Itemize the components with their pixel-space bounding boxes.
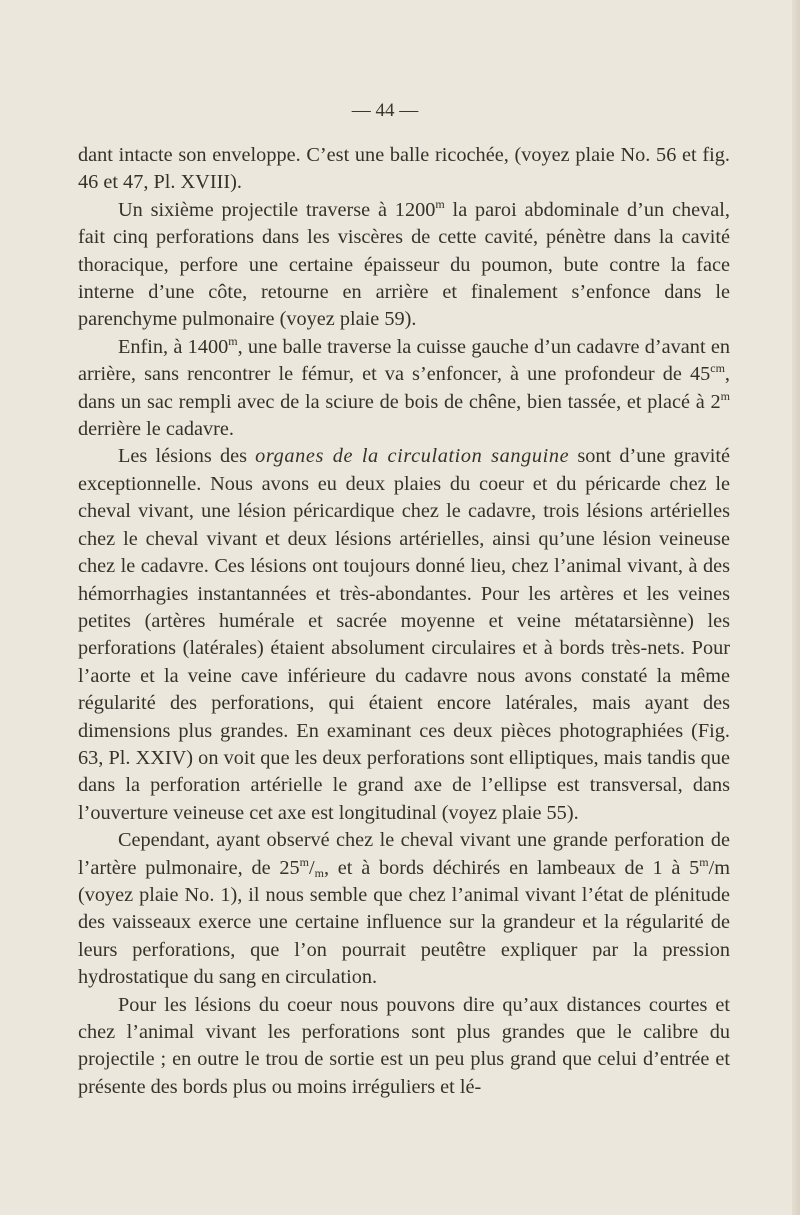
unit-superscript: cm bbox=[710, 361, 725, 376]
page-edge bbox=[792, 0, 800, 1215]
paragraph-1-text: dant intacte son enveloppe. C’est une balle ricochée, (voyez plaie No. 56 et fig. 46 et 47, Pl. XVIII). bbox=[78, 144, 730, 194]
paragraph-1 bbox=[78, 142, 730, 197]
unit-subscript: m bbox=[314, 865, 324, 880]
page-number: — 44 — bbox=[351, 100, 419, 121]
paragraph-4-text-a: Les lésions des bbox=[118, 445, 256, 468]
italic-phrase: organes de la circulation sanguine bbox=[255, 445, 570, 468]
unit-slash: / bbox=[309, 856, 315, 879]
paragraph-5-text-c: /m (voyez plaie No. 1), il nous semble que chez l’animal vivant l’état de plénitude des vaisseaux exerce une certaine influence sur la grandeur et la régularité de leurs perforations, que l’on pourrait peutêtre expliquer par la pression hydrostatique du sang en circulation. bbox=[78, 856, 730, 989]
paragraph-6 bbox=[78, 992, 730, 1102]
paragraph-3-text-a: Enfin, à 1400 bbox=[118, 335, 229, 358]
unit-superscript: m bbox=[228, 333, 238, 348]
paragraph-3-text-d: derrière le cadavre. bbox=[78, 418, 234, 441]
paragraph-2 bbox=[78, 197, 730, 334]
body-text bbox=[78, 142, 730, 1101]
unit-superscript: m bbox=[699, 854, 709, 869]
paragraph-4 bbox=[78, 443, 730, 827]
paragraph-6-text: Pour les lésions du coeur nous pouvons dire qu’aux distances courtes et chez l’animal vivant les perforations sont plus grandes que le calibre du projectile ; en outre le trou de sortie est un peu plus grand que celui d’entrée et présente des bords plus ou moins irréguliers et lé- bbox=[78, 993, 730, 1098]
paragraph-3-text-c: , dans un sac rempli avec de la sciure de bois de chêne, bien tassée, et placé à 2 bbox=[78, 363, 730, 413]
unit-superscript: m bbox=[435, 196, 445, 211]
paragraph-2-text-a: Un sixième projectile traverse à 1200 bbox=[118, 198, 436, 221]
unit-superscript: m bbox=[720, 388, 730, 403]
paragraph-5-text-b: , et à bords déchirés en lambeaux de 1 à 5 bbox=[323, 856, 700, 879]
paragraph-2-text-b: la paroi abdominale d’un cheval, fait cinq perforations dans les viscères de cette cavité, pénètre dans la cavité thoracique, perfore une certaine épaisseur du poumon, bute contre la face interne d’une côte, retourne en arrière et finalement s’enfonce dans le parenchyme pulmonaire (voyez plaie 59). bbox=[78, 198, 730, 331]
paragraph-4-text-b: sont d’une gravité exceptionnelle. Nous avons eu deux plaies du coeur et du péricarde chez le cheval vivant, une lésion péricardique chez le cadavre, trois lésions artérielles chez le cheval vivant et deux lésions artérielles, ainsi qu’une lésion veineuse chez le cadavre. Ces lésions ont toujours donné lieu, chez l’animal vivant, à des hémorrhagies instantannées et très-abondantes. Pour les artères et les veines petites (artères humérale et sacrée moyenne et veine métatarsiènne) les perforations (latérales) étaient absolument circulaires et à bords très-nets. Pour l’aorte et la veine cave inférieure du cadavre nous avons constaté la même régularité des perforations, qui étaient encore latérales, mais ayant des dimensions plus grandes. En examinant ces deux pièces photographiées (Fig. 63, Pl. XXIV) on voit que les deux perforations sont elliptiques, mais tandis que dans la perforation artérielle le grand axe de l’ellipse est transversal, dans l’ouverture veineuse cet axe est longitudinal (voyez plaie 55). bbox=[78, 445, 730, 824]
paragraph-3 bbox=[78, 334, 730, 444]
paragraph-5 bbox=[78, 827, 730, 991]
unit-superscript: m bbox=[299, 854, 309, 869]
paragraph-5-text-a: Cependant, ayant observé chez le cheval vivant une grande perforation de l’artère pulmonaire, de 25 bbox=[78, 829, 730, 879]
paragraph-3-text-b: , une balle traverse la cuisse gauche d’un cadavre d’avant en arrière, sans rencontrer le fémur, et va s’enfoncer, à une profondeur de 45 bbox=[78, 335, 730, 386]
